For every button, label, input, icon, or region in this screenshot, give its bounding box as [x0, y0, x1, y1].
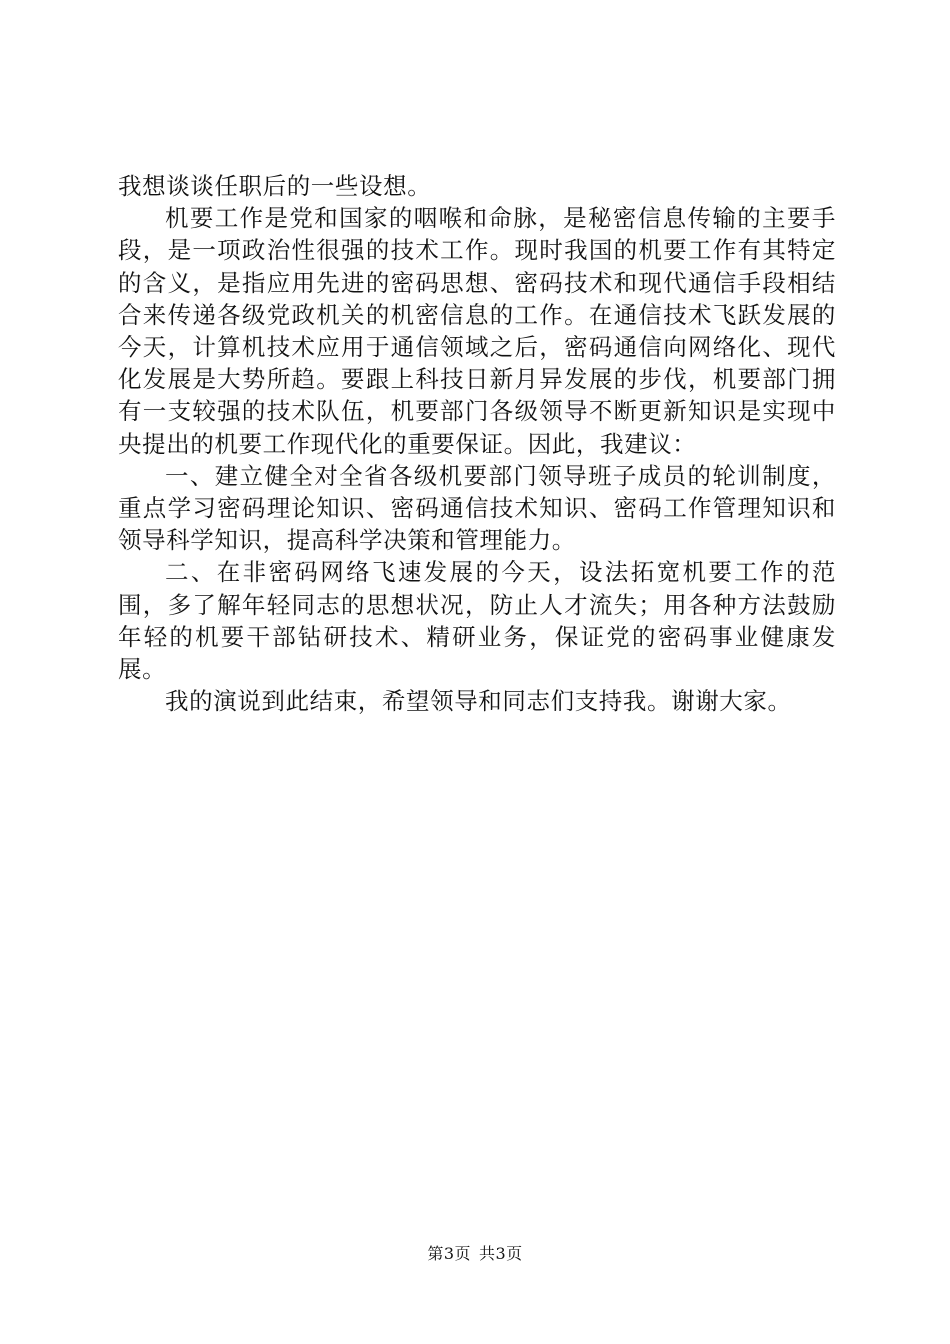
paragraph-suggestion-two: 二、在非密码网络飞速发展的今天，设法拓宽机要工作的范围，多了解年轻同志的思想状况，防止人才流失；用各种方法鼓励年轻的机要干部钻研技术、精研业务，保证党的密码事业健康发展。 — [118, 558, 836, 684]
page-number: 第3页 — [427, 1244, 471, 1263]
paragraph-intro: 我想谈谈任职后的一些设想。 — [118, 172, 432, 200]
paragraph-closing: 我的演说到此结束，希望领导和同志们支持我。谢谢大家。 — [165, 687, 792, 716]
paragraph-background: 机要工作是党和国家的咽喉和命脉，是秘密信息传输的主要手段，是一项政治性很强的技术工作。现时我国的机要工作有其特定的含义，是指应用先进的密码思想、密码技术和现代通信手段相结合来传递各级党政机关的机密信息的工作。在通信技术飞跃发展的今天，计算机技术应用于通信领域之后，密码通信向网络化、现代化发展是大势所趋。要跟上科技日新月异发展的步伐，机要部门拥有一支较强的技术队伍，机要部门各级领导不断更新知识是实现中央提出的机要工作现代化的重要保证。因此，我建议： — [118, 204, 836, 458]
paragraph-suggestion-one: 一、建立健全对全省各级机要部门领导班子成员的轮训制度，重点学习密码理论知识、密码通信技术知识、密码工作管理知识和领导科学知识，提高科学决策和管理能力。 — [118, 461, 836, 555]
page-footer — [0, 1243, 950, 1265]
document-body — [118, 170, 836, 717]
page-total: 共3页 — [479, 1244, 523, 1263]
